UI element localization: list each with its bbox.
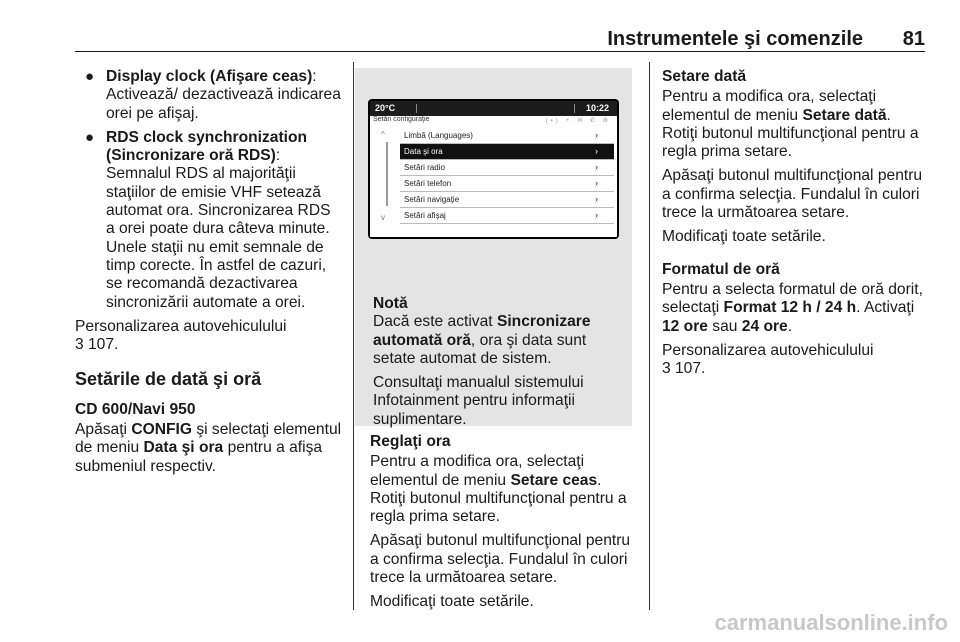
note-paragraph: Dacă este activat Sincronizare automată oră, ora şi data sunt setate automat de sistem. xyxy=(373,313,591,367)
reference-page[interactable]: 3 107. xyxy=(75,336,119,354)
bullet-text: Semnalul RDS al majorităţii staţiilor de emisie VHF setează automat ora. Sincronizarea RDS a orei poate dura câteva minute. Unele staţii nu emit semnale de timp corecte. În astfel de cazuri, se recomandă dezactivarea sincronizării automate a orei. xyxy=(106,165,331,311)
paragraph: Pentru a modifica ora, selectaţi elementul de meniu Setare dată. Rotiţi butonul multifuncţional pentru a regla prima setare. xyxy=(662,88,919,161)
reference-text: Personalizarea autovehiculului xyxy=(75,317,287,335)
column-right xyxy=(662,68,932,384)
column-middle xyxy=(370,433,640,618)
menu-item-navigation: Setări navigaţie › xyxy=(400,192,614,208)
watermark: carmanualsonline.info xyxy=(714,610,948,635)
chevron-right-icon: › xyxy=(595,146,598,156)
column-divider xyxy=(353,62,354,610)
status-icons: (▪) ⚡ ✉ ✆ ⚙ xyxy=(545,118,611,124)
section-heading-time-format: Formatul de oră xyxy=(662,260,780,278)
bullet-dot: ● xyxy=(85,68,95,85)
column-divider xyxy=(649,62,650,610)
paragraph-config: Apăsaţi CONFIG şi selectaţi elementul de meniu Data şi ora pentru a afişa submeniul respectiv. xyxy=(75,421,342,475)
cross-reference xyxy=(75,318,343,355)
scrollbar xyxy=(386,142,388,206)
display-status-bar xyxy=(370,101,617,116)
chevron-right-icon: › xyxy=(595,162,598,172)
menu-item-phone: Setări telefon › xyxy=(400,176,614,192)
paragraph: Apăsaţi butonul multifuncţional pentru a confirma selecţia. Fundalul în culori trece la următoarea setare. xyxy=(370,532,631,587)
cross-reference xyxy=(662,342,932,379)
divider xyxy=(416,104,417,113)
menu-list xyxy=(400,128,614,224)
bullet-label: Display clock (Afişare ceas) xyxy=(106,68,313,85)
scroll-down-icon: v xyxy=(381,213,385,222)
chevron-right-icon: › xyxy=(595,194,598,204)
section-heading: Setările de dată şi oră xyxy=(75,369,262,390)
divider xyxy=(574,104,575,113)
menu-title: Setări configuraţie xyxy=(373,116,430,123)
paragraph: Pentru a selecta formatul de oră dorit, selectaţi Format 12 h / 24 h. Activaţi 12 ore sau 24 ore. xyxy=(662,280,923,335)
chevron-right-icon: › xyxy=(595,130,598,140)
clock-readout: 10:22 xyxy=(585,103,609,113)
reference-page[interactable]: 3 107. xyxy=(662,360,706,378)
infotainment-display xyxy=(368,99,619,239)
menu-item-language: Limbă (Languages) › xyxy=(400,128,614,144)
note-box xyxy=(355,281,632,426)
bullet-colon: : xyxy=(312,68,317,85)
paragraph: Modificaţi toate setările. xyxy=(662,228,826,246)
bullet-rds-sync xyxy=(75,129,343,312)
menu-item-radio: Setări radio › xyxy=(400,160,614,176)
page-number: 81 xyxy=(902,28,925,50)
chevron-right-icon: › xyxy=(595,178,598,188)
reference-text: Personalizarea autovehiculului xyxy=(662,341,874,359)
bullet-colon: : xyxy=(275,147,281,165)
subsection-heading: CD 600/Navi 950 xyxy=(75,400,196,418)
bullet-dot: ● xyxy=(85,128,95,146)
chevron-right-icon: › xyxy=(595,210,598,220)
display-subtitle-bar xyxy=(370,116,617,126)
paragraph: Pentru a modifica ora, selectaţi elementul de meniu Setare ceas. Rotiţi butonul multifuncţional pentru a regla prima setare. xyxy=(370,453,627,526)
scroll-indicator xyxy=(376,128,396,224)
page-header xyxy=(75,26,925,52)
section-heading-set-date: Setare dată xyxy=(662,68,747,85)
bullet-display-clock xyxy=(75,68,343,123)
bullet-text: Activează/ dezactivează indicarea orei pe afişaj. xyxy=(106,86,341,122)
note-paragraph: Consultaţi manualul sistemului Infotainment pentru informaţii suplimentare. xyxy=(373,374,584,428)
screen-illustration xyxy=(355,68,632,281)
scroll-up-icon: ^ xyxy=(381,130,385,139)
paragraph: Modificaţi toate setările. xyxy=(370,593,534,611)
note-title: Notă xyxy=(373,295,408,312)
temperature-readout: 20°C xyxy=(375,103,396,113)
paragraph: Apăsaţi butonul multifuncţional pentru a confirma selecţia. Fundalul în culori trece la următoarea setare. xyxy=(662,167,923,222)
bullet-label: RDS clock synchronization (Sincronizare oră RDS) xyxy=(106,128,308,165)
chapter-title: Instrumentele şi comenzile xyxy=(607,28,863,50)
menu-item-display: Setări afişaj › xyxy=(400,208,614,224)
section-heading-set-time: Reglaţi ora xyxy=(370,433,451,450)
menu-item-date-time: Data şi ora › xyxy=(400,144,614,160)
column-left xyxy=(75,68,343,482)
